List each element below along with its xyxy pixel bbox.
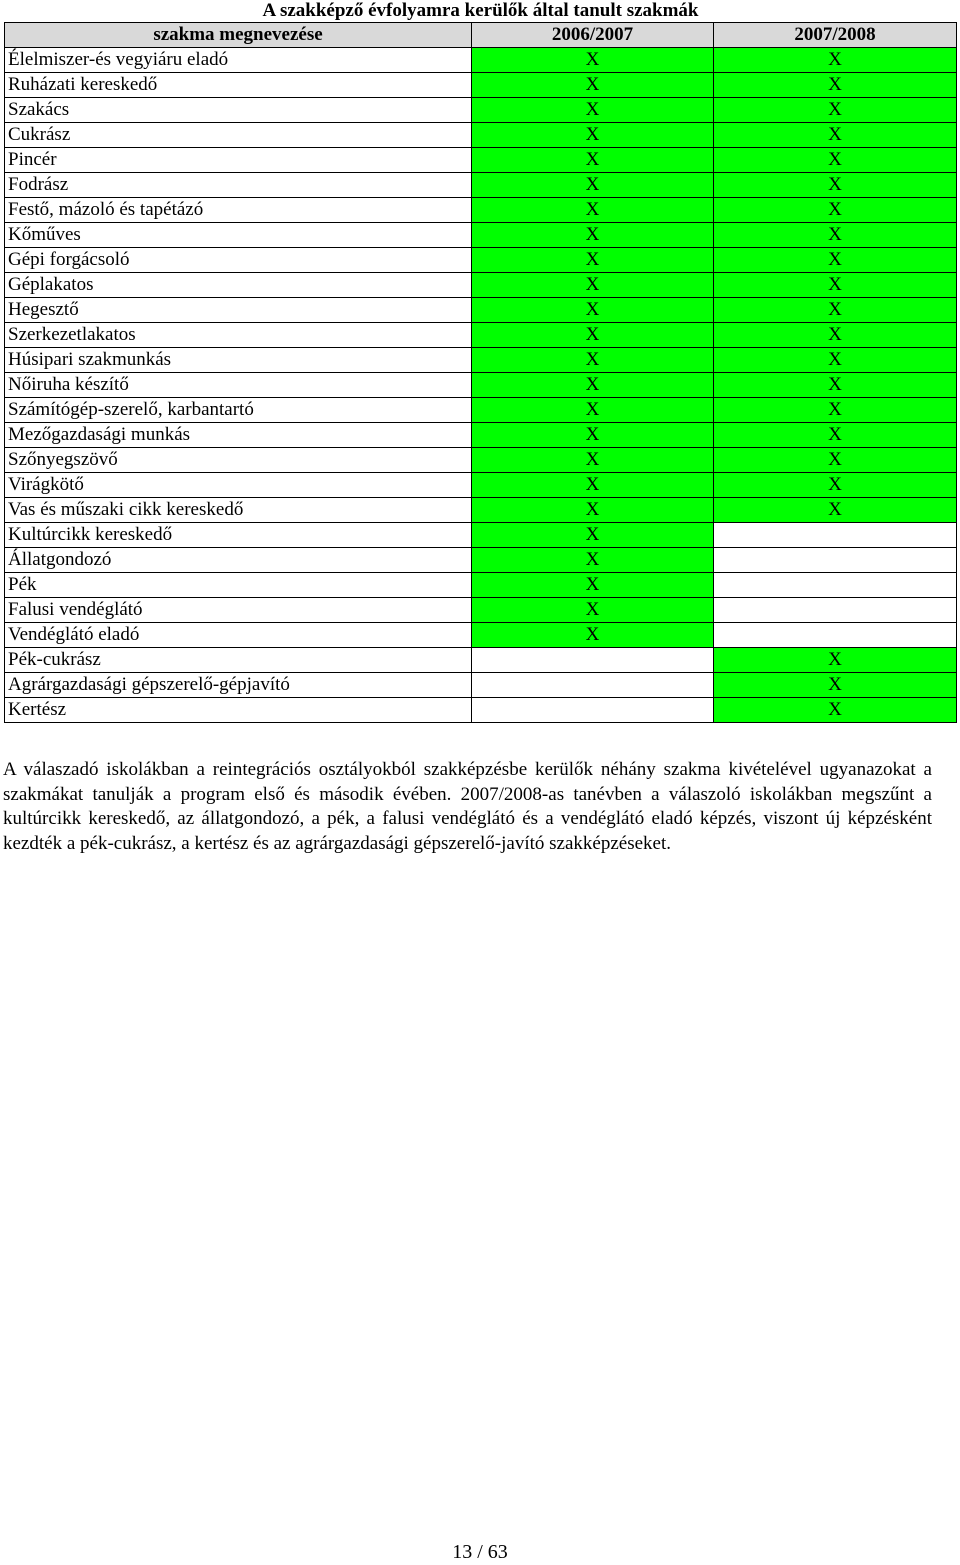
mark-2007-2008 (714, 548, 957, 573)
mark-2006-2007: X (472, 598, 714, 623)
profession-name: Pék (5, 573, 472, 598)
mark-2006-2007: X (472, 573, 714, 598)
mark-2006-2007 (472, 673, 714, 698)
profession-name: Géplakatos (5, 273, 472, 298)
profession-name: Fodrász (5, 173, 472, 198)
mark-2007-2008: X (714, 223, 957, 248)
profession-name: Nőiruha készítő (5, 373, 472, 398)
table-row (5, 573, 957, 598)
table-row (5, 548, 957, 573)
table-title: A szakképző évfolyamra kerülők által tanult szakmák (262, 0, 699, 21)
mark-2007-2008: X (714, 148, 957, 173)
mark-2007-2008: X (714, 498, 957, 523)
mark-2007-2008: X (714, 123, 957, 148)
table-row (5, 48, 957, 73)
mark-2007-2008: X (714, 448, 957, 473)
table-row (5, 298, 957, 323)
mark-2007-2008: X (714, 73, 957, 98)
mark-2007-2008: X (714, 473, 957, 498)
table-row (5, 323, 957, 348)
mark-2006-2007: X (472, 248, 714, 273)
mark-2006-2007: X (472, 323, 714, 348)
profession-name: Festő, mázoló és tapétázó (5, 198, 472, 223)
mark-2007-2008: X (714, 48, 957, 73)
table-row (5, 73, 957, 98)
mark-2006-2007: X (472, 448, 714, 473)
mark-2006-2007: X (472, 348, 714, 373)
profession-name: Vas és műszaki cikk kereskedő (5, 498, 472, 523)
mark-2007-2008: X (714, 323, 957, 348)
mark-2007-2008 (714, 523, 957, 548)
header-year-2007: 2007/2008 (714, 23, 957, 48)
profession-name: Agrárgazdasági gépszerelő-gépjavító (5, 673, 472, 698)
table-row (5, 123, 957, 148)
table-row (5, 648, 957, 673)
profession-name: Szőnyegszövő (5, 448, 472, 473)
profession-name: Élelmiszer-és vegyiáru eladó (5, 48, 472, 73)
profession-name: Húsipari szakmunkás (5, 348, 472, 373)
table-row (5, 398, 957, 423)
header-profession: szakma megnevezése (5, 23, 472, 48)
table-title-row (5, 0, 957, 23)
mark-2006-2007: X (472, 548, 714, 573)
table-row (5, 348, 957, 373)
profession-table (4, 0, 957, 723)
mark-2007-2008: X (714, 273, 957, 298)
mark-2006-2007: X (472, 423, 714, 448)
mark-2006-2007: X (472, 198, 714, 223)
mark-2006-2007: X (472, 173, 714, 198)
mark-2007-2008: X (714, 348, 957, 373)
mark-2007-2008: X (714, 298, 957, 323)
table-row (5, 373, 957, 398)
table-row (5, 673, 957, 698)
mark-2006-2007: X (472, 123, 714, 148)
mark-2006-2007 (472, 648, 714, 673)
profession-name: Kultúrcikk kereskedő (5, 523, 472, 548)
summary-paragraph: A válaszadó iskolákban a reintegrációs osztályokból szakképzésbe kerülők néhány szakma kivételével ugyanazokat a szakmákat tanulják a program első és második évében. 2007/2008-as tanévben a válaszoló iskolákban megszűnt a kultúrcikk kereskedő, az állatgondozó, a pék, a falusi vendéglátó és a vendéglátó eladó képzés, viszont új képzésként kezdték a pék-cukrász, a kertész és az agrárgazdasági gépszerelő-javító szakképzéseket. (3, 759, 932, 854)
mark-2006-2007: X (472, 298, 714, 323)
profession-name: Pék-cukrász (5, 648, 472, 673)
profession-name: Számítógép-szerelő, karbantartó (5, 398, 472, 423)
mark-2007-2008: X (714, 423, 957, 448)
profession-name: Virágkötő (5, 473, 472, 498)
table-row (5, 498, 957, 523)
mark-2006-2007: X (472, 273, 714, 298)
mark-2006-2007: X (472, 473, 714, 498)
profession-name: Állatgondozó (5, 548, 472, 573)
profession-name: Hegesztő (5, 298, 472, 323)
profession-name: Gépi forgácsoló (5, 248, 472, 273)
mark-2007-2008 (714, 573, 957, 598)
mark-2007-2008: X (714, 648, 957, 673)
mark-2007-2008 (714, 598, 957, 623)
profession-name: Szerkezetlakatos (5, 323, 472, 348)
profession-name: Vendéglátó eladó (5, 623, 472, 648)
table-row (5, 623, 957, 648)
table-header-row (5, 23, 957, 48)
table-row (5, 198, 957, 223)
mark-2007-2008: X (714, 173, 957, 198)
mark-2006-2007: X (472, 148, 714, 173)
mark-2007-2008: X (714, 248, 957, 273)
mark-2007-2008: X (714, 673, 957, 698)
profession-name: Kőműves (5, 223, 472, 248)
table-row (5, 223, 957, 248)
mark-2006-2007: X (472, 523, 714, 548)
table-row (5, 248, 957, 273)
header-year-2006: 2006/2007 (472, 23, 714, 48)
mark-2007-2008: X (714, 698, 957, 723)
profession-name: Pincér (5, 148, 472, 173)
mark-2007-2008 (714, 623, 957, 648)
mark-2006-2007: X (472, 498, 714, 523)
mark-2006-2007: X (472, 73, 714, 98)
table-body (5, 48, 957, 723)
mark-2007-2008: X (714, 198, 957, 223)
table-row (5, 448, 957, 473)
mark-2006-2007: X (472, 98, 714, 123)
profession-name: Ruházati kereskedő (5, 73, 472, 98)
mark-2006-2007: X (472, 223, 714, 248)
mark-2006-2007 (472, 698, 714, 723)
profession-name: Cukrász (5, 123, 472, 148)
table-row (5, 98, 957, 123)
mark-2006-2007: X (472, 48, 714, 73)
mark-2006-2007: X (472, 623, 714, 648)
table-row (5, 523, 957, 548)
table-row (5, 598, 957, 623)
table-row (5, 423, 957, 448)
table-row (5, 148, 957, 173)
mark-2006-2007: X (472, 373, 714, 398)
profession-name: Falusi vendéglátó (5, 598, 472, 623)
table-row (5, 473, 957, 498)
table-row (5, 273, 957, 298)
profession-name: Szakács (5, 98, 472, 123)
table-row (5, 173, 957, 198)
table-row (5, 698, 957, 723)
mark-2007-2008: X (714, 373, 957, 398)
profession-name: Mezőgazdasági munkás (5, 423, 472, 448)
mark-2007-2008: X (714, 398, 957, 423)
mark-2007-2008: X (714, 98, 957, 123)
mark-2006-2007: X (472, 398, 714, 423)
profession-name: Kertész (5, 698, 472, 723)
page-number: 13 / 63 (452, 1541, 508, 1563)
